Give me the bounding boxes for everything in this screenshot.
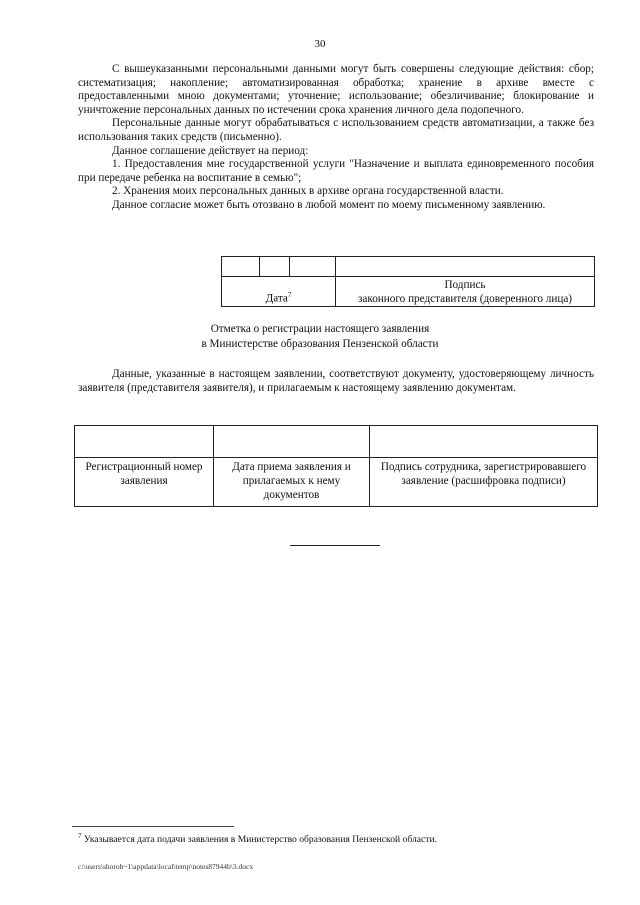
signature-table-label-row — [222, 277, 595, 307]
paragraph-processing: Персональные данные могут обрабатываться с использованием средств автоматизации, а также без использования таких средств (письменно). — [78, 117, 594, 143]
signature-label-line2: законного представителя (доверенного лица) — [357, 293, 573, 305]
footnote — [78, 832, 437, 845]
file-path: c:\users\shorob~1\appdata\local\temp\notes87944b\3.docx — [78, 862, 254, 871]
paragraph-period-item-1: 1. Предоставления мне государственной услуги "Назначение и выплата единовременного пособия при передаче ребенка на воспитание в семью"; — [78, 158, 594, 184]
paragraph-period: Данное соглашение действует на период: — [112, 144, 309, 157]
reception-date-cell[interactable] — [214, 426, 370, 458]
signature-table-input-row — [222, 257, 595, 277]
consent-body — [78, 63, 594, 213]
signature-table — [221, 256, 595, 307]
date-footnote-mark: 7 — [287, 291, 292, 300]
signature-label-line1: Подпись — [444, 279, 486, 291]
paragraph-period-item-2: 2. Хранения моих персональных данных в архиве органа государственной власти. — [112, 185, 504, 198]
registration-table — [74, 425, 598, 507]
page-number: 30 — [314, 38, 326, 50]
registration-number-label: Регистрационный номер заявления — [75, 458, 214, 507]
reception-date-label: Дата приема заявления и прилагаемых к нему документов — [214, 458, 370, 507]
end-divider — [290, 545, 380, 546]
signature-label-cell — [336, 277, 595, 307]
date-year-cell[interactable] — [290, 257, 336, 277]
registration-paragraph: Данные, указанные в настоящем заявлении, соответствуют документу, удостоверяющему личность заявителя (представителя заявителя), и прилагаемым к настоящему заявлению документам. — [78, 368, 594, 394]
registration-title-line2: в Министерстве образования Пензенской области — [201, 338, 439, 350]
date-month-cell[interactable] — [260, 257, 290, 277]
registration-table-input-row — [75, 426, 598, 458]
footnote-divider — [72, 826, 234, 827]
date-label-cell — [222, 277, 336, 307]
footnote-text: Указывается дата подачи заявления в Министерство образования Пензенской области. — [83, 834, 437, 846]
employee-signature-cell[interactable] — [370, 426, 598, 458]
paragraph-actions: С вышеуказанными персональными данными могут быть совершены следующие действия: сбор; систематизация; накопление; автоматизированная обработка; хранение в архиве вместе с предоставленными мною документами; уточнение; использование; обезличивание; блокирование и уничтожение персональных данных по истечении срока хранения личного дела подопечного. — [78, 63, 594, 116]
registration-table-label-row — [75, 458, 598, 507]
registration-text — [78, 368, 594, 395]
date-day-cell[interactable] — [222, 257, 260, 277]
registration-title — [0, 322, 640, 352]
date-label: Дата — [265, 293, 288, 305]
signature-cell[interactable] — [336, 257, 595, 277]
paragraph-revocation: Данное согласие может быть отозвано в любой момент по моему письменному заявлению. — [112, 198, 546, 211]
registration-number-cell[interactable] — [75, 426, 214, 458]
footnote-mark: 7 — [78, 832, 82, 840]
employee-signature-label: Подпись сотрудника, зарегистрировавшего заявление (расшифровка подписи) — [370, 458, 598, 507]
registration-title-line1: Отметка о регистрации настоящего заявления — [210, 323, 430, 335]
